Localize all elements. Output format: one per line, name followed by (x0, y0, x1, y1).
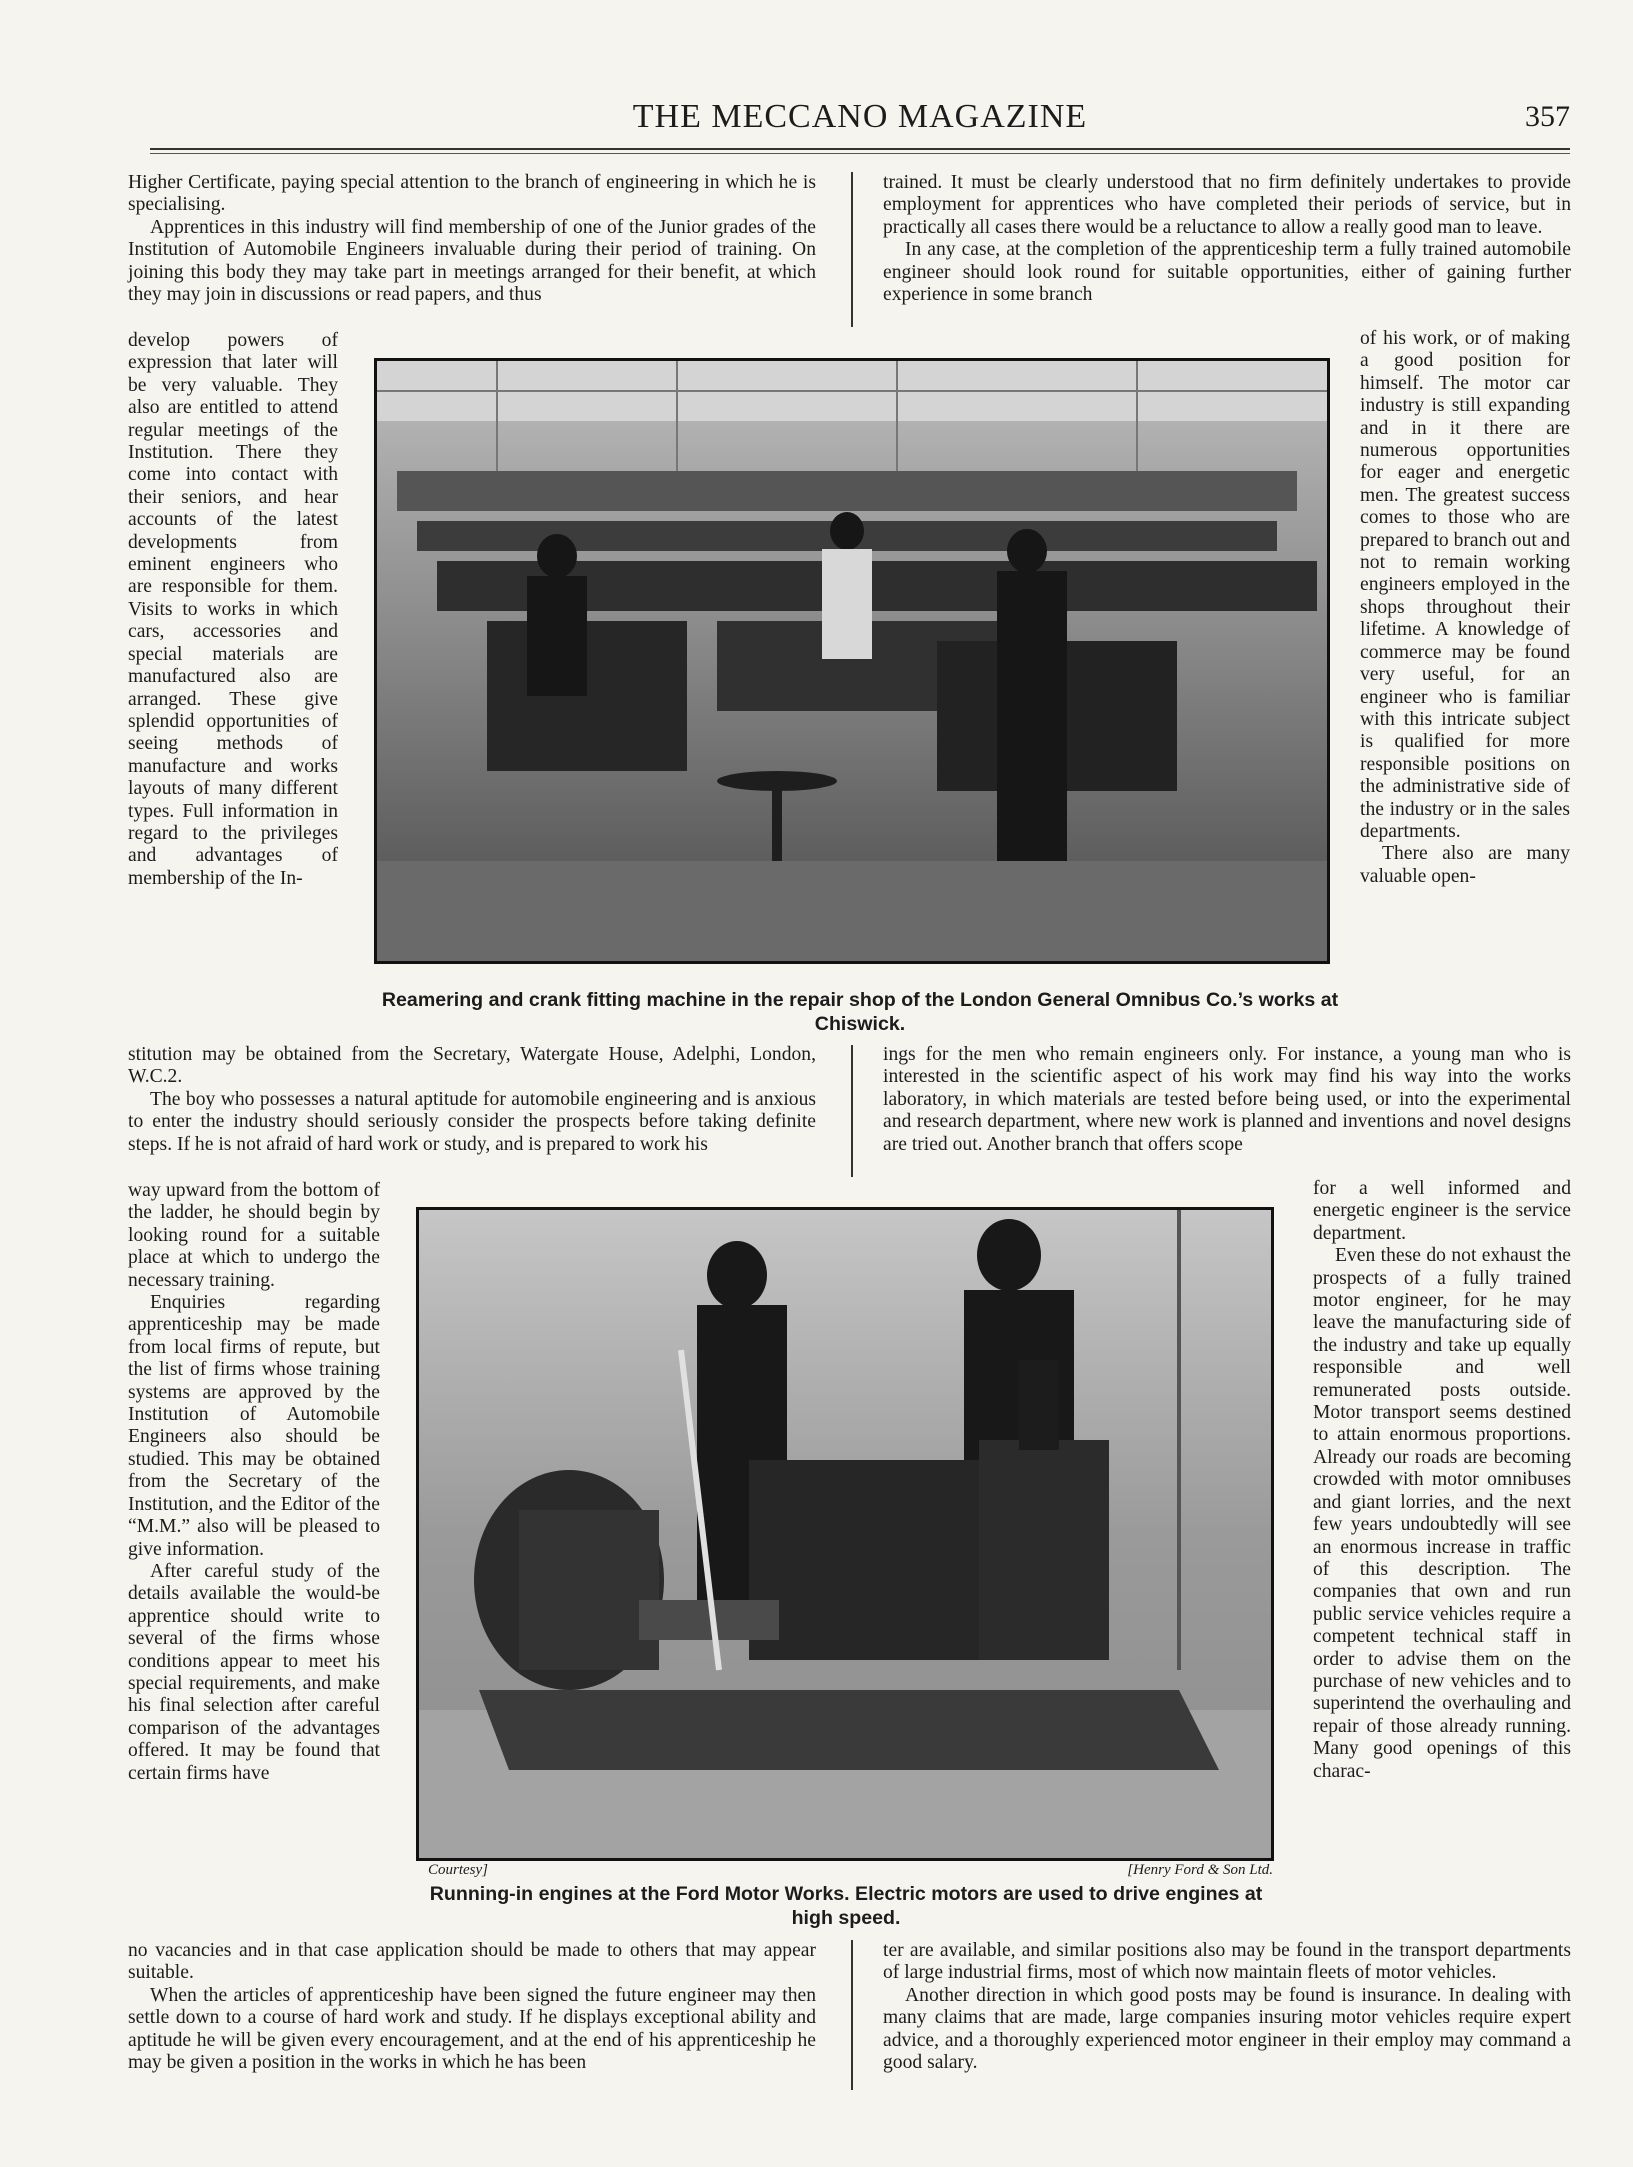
header-rule-thin (150, 153, 1570, 154)
photo-credit-right: [Henry Ford & Son Ltd. (1127, 1862, 1273, 1878)
paragraph: When the articles of apprenticeship have been signed the future engineer may then settle down to a course of hard work and study. If he displays exceptional ability and aptitude he will be given every encouragement, and at the end of his apprenticeship he may be given a position in the works in which he has been (128, 1984, 816, 2074)
photo-caption: Running-in engines at the Ford Motor Works. Electric motors are used to drive engines at high speed. (429, 1883, 1263, 1929)
paragraph: ter are available, and similar positions also may be found in the transport departments of large industrial firms, most of which now maintain fleets of motor vehicles. (883, 1940, 1571, 1984)
paragraph: Enquiries regarding apprenticeship may be made from local firms of repute, but the list of firms whose training systems are approved by the Institution of Automobile Engineers also should be studied. This may be obtained from the Secretary of the Institution, and the Editor of the “M.M.” also will be pleased to give information. (128, 1292, 380, 1560)
column-divider (851, 1045, 853, 1177)
paragraph: There also are many valuable open- (1360, 843, 1570, 887)
paragraph: After careful study of the details available the would-be apprentice should write to several of the firms whose conditions appear to meet his special requirements, and make his final selection after careful comparison of the advantages offered. It may be found that certain firms have (128, 1560, 380, 1784)
paragraph: Another direction in which good posts may be found is insurance. In dealing with many claims that are made, large companies insuring motor vehicles require expert advice, and a thoroughly experienced motor engineer in their employ may command a good salary. (883, 1984, 1571, 2074)
page-header (150, 98, 1570, 142)
engine-illustration (419, 1210, 1271, 1858)
paragraph: for a well informed and energetic engineer is the service department. (1313, 1178, 1571, 1244)
engine-photo (416, 1207, 1274, 1861)
paragraph: stitution may be obtained from the Secretary, Watergate House, Adelphi, London, W.C.2. (128, 1044, 816, 1088)
left-column-bottom (128, 1940, 816, 2074)
paragraph: Apprentices in this industry will find membership of one of the Junior grades of the Institution of Automobile Engineers invaluable during their period of training. On joining this body they may take part in meetings arranged for their benefit, at which they may join in discussions or read papers, and thus (128, 216, 816, 306)
header-rule (150, 148, 1570, 150)
paragraph: In any case, at the completion of the apprenticeship term a fully trained automobile engineer should look round for suitable opportunities, either of gaining further experience in some branch (883, 239, 1571, 306)
paragraph: way upward from the bottom of the ladder, he should begin by looking round for a suitable place at which to undergo the necessary training. (128, 1180, 380, 1291)
photo-caption: Reamering and crank fitting machine in the repair shop of the London General Omnibus Co.’s works at Chiswick. (381, 989, 1339, 1035)
right-column-narrow-lower (1313, 1178, 1571, 1783)
paragraph: Higher Certificate, paying special attention to the branch of engineering in which he is specialising. (128, 172, 816, 216)
left-column-top (128, 172, 816, 306)
paragraph: of his work, or of making a good position for himself. The motor car industry is still expanding and in it there are numerous opportunities for eager and energetic men. The greatest success comes to those who are prepared to branch out and not to remain working engineers employed in the shops throughout their lifetime. A knowledge of commerce may be found very useful, for an engineer who is familiar with this intricate subject is qualified for more responsible positions on the administrative side of the industry or in the sales departments. (1360, 328, 1571, 842)
left-column-narrow-lower (128, 1180, 380, 1785)
left-column-middle (128, 1044, 816, 1156)
right-column-middle (883, 1044, 1571, 1156)
right-column-narrow-upper (1360, 328, 1570, 888)
paragraph: Even these do not exhaust the prospects of a fully trained motor engineer, for he may leave the manufacturing side of the industry and take up equally responsible and well remunerated posts outside. Motor transport seems destined to attain enormous proportions. Already our roads are becoming crowded with motor omnibuses and giant lorries, and the next few years undoubtedly will see an enormous increase in traffic of this description. The companies that own and run public service vehicles require a competent technical staff in order to advise them on the purchase of new vehicles and to superintend the overhauling and repair of those already running. Many good openings of this charac- (1313, 1245, 1571, 1782)
paragraph: ings for the men who remain engineers only. For instance, a young man who is interested in the scientific aspect of his work may find his way into the works laboratory, in which materials are tested before being used, or into the experimental and research department, where new work is planned and inventions and novel designs are tried out. Another branch that offers scope (883, 1044, 1571, 1155)
photo-credit-left: Courtesy] (428, 1862, 488, 1878)
paragraph: no vacancies and in that case application should be made to others that may appear suitable. (128, 1940, 816, 1984)
column-divider (851, 172, 853, 327)
column-divider (851, 1940, 853, 2090)
paragraph: trained. It must be clearly understood that no firm definitely undertakes to provide employment for apprentices who have completed their periods of service, but in practically all cases there would be a reluctance to allow a really good man to leave. (883, 172, 1571, 238)
workshop-photo (374, 358, 1330, 964)
right-column-top (883, 172, 1571, 306)
workshop-illustration (377, 361, 1327, 961)
right-column-bottom (883, 1940, 1571, 2074)
page-number: 357 (1525, 100, 1570, 133)
paragraph: develop powers of expression that later will be very valuable. They also are entitled to attend regular meetings of the Institution. There they come into contact with their seniors, and hear accounts of the latest developments from eminent engineers who are responsible for them. Visits to works in which cars, accessories and special materials are manufactured also are arranged. These give splendid opportunities of seeing methods of manufacture and works layouts of many different types. Full information in regard to the privileges and advantages of membership of the In- (128, 330, 338, 889)
paragraph: The boy who possesses a natural aptitude for automobile engineering and is anxious to enter the industry should seriously consider the prospects before taking definite steps. If he is not afraid of hard work or study, and is prepared to work his (128, 1088, 816, 1155)
left-column-narrow-upper (128, 330, 338, 890)
magazine-title: THE MECCANO MAGAZINE (632, 98, 1088, 135)
